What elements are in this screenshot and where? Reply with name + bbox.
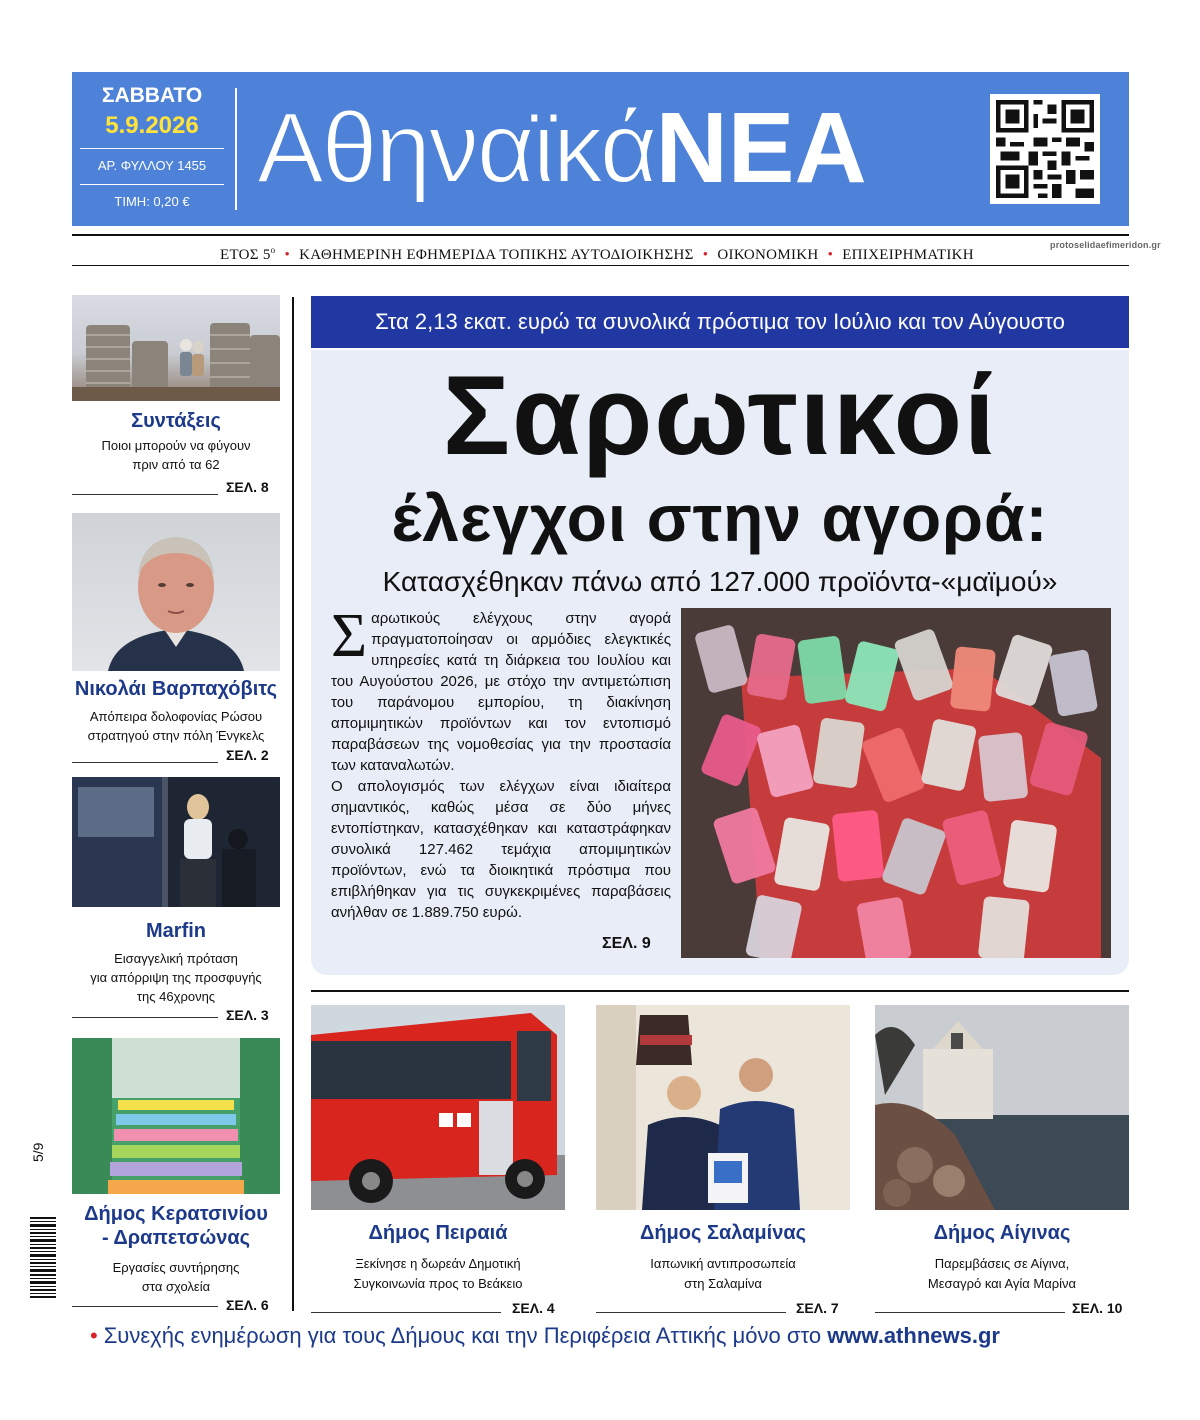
sidebar-story-keratsini[interactable] (72, 1038, 280, 1296)
story-title: Δήμος Αίγινας (933, 1222, 1071, 1244)
story-summary (596, 1254, 850, 1294)
coastline-photo (875, 1005, 1129, 1210)
story-summary (72, 949, 280, 1006)
story-summary (72, 707, 280, 745)
summary-line: Παρεμβάσεις σε Αίγινα, (934, 1256, 1070, 1271)
spine-date: 5/9 (30, 1142, 46, 1162)
school-stairs-photo (72, 1038, 280, 1194)
divider (80, 184, 224, 185)
tagline-item: ΟΙΚΟΝΟΜΙΚΗ (717, 247, 819, 263)
sidebar-story-marfin[interactable] (72, 777, 280, 1006)
divider (72, 1017, 218, 1018)
website-link[interactable]: www.athnews.gr (827, 1323, 1000, 1348)
bullet-icon: • (90, 1323, 98, 1348)
story-summary (72, 436, 280, 474)
lead-headline-second-line[interactable]: έλεγχοι στην αγορά: (391, 481, 1049, 555)
divider (596, 1312, 786, 1313)
story-title: Δήμος Σαλαμίνας (639, 1222, 807, 1244)
page-reference[interactable]: ΣΕΛ. 8 (226, 479, 269, 495)
summary-line: Συγκοινωνία προς το Βεάκειο (353, 1276, 523, 1291)
watermark: protoselidaefimeridon.gr (1050, 240, 1161, 250)
story-summary (311, 1254, 565, 1294)
divider (72, 1306, 218, 1307)
summary-line: Εργασίες συντήρησης (112, 1260, 240, 1275)
story-title: Νικολάι Βαρπαχόβιτς (74, 678, 278, 700)
sidebar-story-pensions[interactable] (72, 295, 280, 474)
summary-line: Ξεκίνησε η δωρεάν Δημοτική (355, 1256, 521, 1271)
coins-photo (72, 295, 280, 401)
page-reference[interactable]: ΣΕΛ. 9 (602, 935, 651, 952)
logo-thin-part: Αθηναϊκά (257, 92, 656, 204)
portrait-photo (72, 513, 280, 671)
title-line: Δήμος Κερατσινίου (84, 1203, 268, 1225)
summary-line: στα σχολεία (141, 1279, 211, 1294)
divider (311, 990, 1129, 992)
divider (311, 1312, 501, 1313)
page-reference[interactable]: ΣΕΛ. 10 (1072, 1300, 1123, 1316)
tagline (220, 238, 974, 262)
column-divider (292, 297, 294, 1311)
divider (72, 494, 218, 495)
story-summary (72, 1258, 280, 1296)
bus-photo (311, 1005, 565, 1210)
story-summary (875, 1254, 1129, 1294)
page-reference[interactable]: ΣΕΛ. 3 (226, 1007, 269, 1023)
summary-line: Εισαγγελική πρόταση (114, 951, 238, 966)
summary-line: Ποιοι μπορούν να φύγουν (101, 438, 251, 453)
divider (80, 148, 224, 149)
tagline-year-sup: ο (270, 245, 276, 255)
page-reference[interactable]: ΣΕΛ. 7 (796, 1300, 839, 1316)
issue-number: ΑΡ. ΦΥΛΛΟΥ 1455 (97, 158, 207, 173)
summary-line: στρατηγού στην πόλη Ένγκελς (87, 728, 265, 743)
footer-promo (90, 1321, 1130, 1351)
newspaper-logo (257, 88, 867, 208)
divider (72, 234, 1129, 236)
story-piraeus[interactable] (311, 1005, 565, 1294)
divider (875, 1312, 1065, 1313)
summary-line: για απόρριψη της προσφυγής (90, 970, 262, 985)
lead-paragraph: Ο απολογισμός των ελέγχων είναι ιδιαίτερα σημαντικός, καθώς μέσα σε δύο μήνες εντοπίστηκαν, κατασχέθηκαν και καταστράφηκαν συνολικά 127.462 τεμάχια απομιμητικών προϊόντων, ενώ τα διοικητικά πρόστιμα που επιβλήθηκαν για τις συγκεκριμένες παραβάσεις ανήλθαν σε 1.889.750 ευρώ. (331, 778, 671, 921)
divider (72, 265, 1129, 266)
lead-headline[interactable]: Σαρωτικοί (442, 353, 998, 478)
barcode-icon (30, 1215, 56, 1299)
summary-line: Μεσαγρό και Αγία Μαρίνα (927, 1276, 1077, 1291)
bullet-icon: • (702, 247, 709, 263)
story-title: Δήμος Πειραιά (368, 1222, 508, 1244)
lead-body (331, 602, 671, 923)
sidebar-story-varpakhovich[interactable] (72, 513, 280, 745)
summary-line: στη Σαλαμίνα (684, 1276, 762, 1291)
page-reference[interactable]: ΣΕΛ. 2 (226, 747, 269, 763)
police-van-photo (72, 777, 280, 907)
summary-line: της 46χρονης (136, 989, 216, 1004)
title-line: - Δραπετσώνας (101, 1227, 251, 1249)
tagline-item: ΕΠΙΧΕΙΡΗΜΑΤΙΚΗ (842, 247, 974, 263)
footer-text: Συνεχής ενημέρωση για τους Δήμους και την Περιφέρεια Αττικής μόνο στο (103, 1323, 828, 1348)
issue-price: ΤΙΜΗ: 0,20 € (114, 194, 190, 209)
masthead-info (72, 72, 232, 226)
story-title: Marfin (146, 920, 206, 942)
drop-cap: Σ (331, 602, 368, 670)
logo-bold-part: ΝΕΑ (655, 92, 867, 204)
delegation-photo (596, 1005, 850, 1210)
story-aegina[interactable] (875, 1005, 1129, 1294)
qr-code-icon[interactable] (990, 94, 1100, 204)
story-title (72, 1202, 280, 1250)
counterfeit-cases-photo (681, 608, 1111, 958)
lead-deck: Κατασχέθηκαν πάνω από 127.000 προϊόντα-«μαϊμού» (382, 566, 1058, 597)
tagline-year: ΕΤΟΣ 5 (220, 247, 271, 263)
page-reference[interactable]: ΣΕΛ. 4 (512, 1300, 555, 1316)
story-title: Συντάξεις (131, 410, 221, 432)
bullet-icon: • (827, 247, 834, 263)
issue-date: 5.9.2026 (105, 112, 199, 139)
masthead (72, 72, 1129, 226)
masthead-separator (235, 88, 237, 210)
issue-day: ΣΑΒΒΑΤΟ (101, 84, 203, 107)
summary-line: Ιαπωνική αντιπροσωπεία (650, 1256, 796, 1271)
bullet-icon: • (284, 247, 291, 263)
page-reference[interactable]: ΣΕΛ. 6 (226, 1297, 269, 1313)
lead-paragraph: αρωτικούς ελέγχους στην αγορά πραγματοποίησαν οι αρμόδιες ελεγκτικές υπηρεσίες κατά τη διάρκεια του Ιουλίου και του Αυγούστου 2026, με στόχο την αντιμετώπιση του παράνομου εμπορίου, τη διακίνηση απομιμητικών προϊόντων και τον εντοπισμό παραβάσεων της νομοθεσίας για την προστασία των καταναλωτών. (331, 610, 671, 774)
lead-kicker: Στα 2,13 εκατ. ευρώ τα συνολικά πρόστιμα τον Ιούλιο και τον Αύγουστο (311, 296, 1129, 348)
divider (72, 762, 218, 763)
tagline-item: ΚΑΘΗΜΕΡΙΝΗ ΕΦΗΜΕΡΙΔΑ ΤΟΠΙΚΗΣ ΑΥΤΟΔΙΟΙΚΗΣΗΣ (299, 247, 694, 263)
story-salamina[interactable] (596, 1005, 850, 1294)
summary-line: πριν από τα 62 (132, 457, 220, 472)
summary-line: Απόπειρα δολοφονίας Ρώσου (89, 709, 263, 724)
